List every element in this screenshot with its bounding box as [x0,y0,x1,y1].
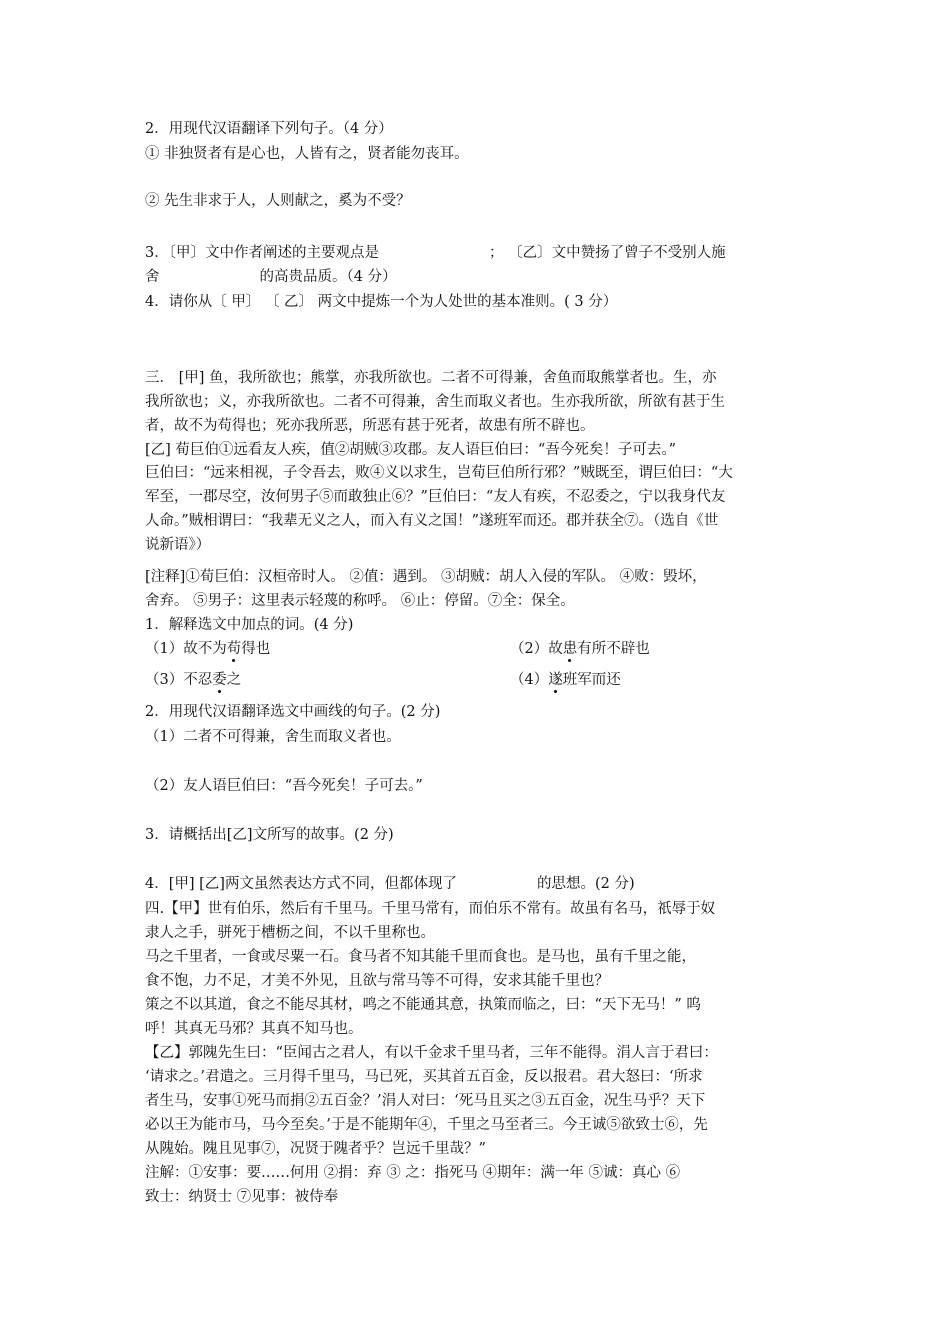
section-3-question-2-item-2: （2）友人语巨伯曰：“吾今死矣！子可去。” [145,778,423,794]
section-4-text-line: 马之千里者，一食或尽粟一石。食马者不知其能千里而食也。是马也，虽有千里之能， [145,949,696,965]
section-4-text-line: 食不饱，力不足，才美不外见，且欲与常马等不可得，安求其能千里也？ [145,973,609,989]
section-4-note-line: 致士：纳贤士 ⑦见事：被侍奉 [145,1189,339,1205]
question-1-item-4: （4）遂班军而还 [510,672,621,688]
section-4-text-line: 呼！其真无马邪？其真不知马也。 [145,1021,363,1037]
question-1-row [145,639,810,659]
section-4-text-line: 策之不以其道，食之不能尽其材，鸣之不能通其意，执策而临之，曰：“天下无马！” 呜 [145,997,701,1013]
question-2-title: 2．用现代汉语翻译下列句子。（4 分） [145,121,393,137]
section-3-note-line: 舍弃。 ⑤男子：这里表示轻蔑的称呼。 ⑥止：停留。⑦全：保全。 [145,593,575,609]
section-4-text-line: 者生马，安事①死马而捐②五百金？’涓人对曰：‘死马且买之③五百金，况生马乎？天下 [145,1093,706,1109]
question-2-sentence-2: ② 先生非求于人，人则献之，奚为不受？ [145,193,411,209]
section-3-text-line: 巨伯曰：“远来相视，子令吾去，败④义以求生，岂荀巨伯所行邪？”贼既至，谓巨伯曰：“大 [145,465,733,481]
section-3-question-2-item-1: （1）二者不可得兼，舍生而取义者也。 [145,729,401,745]
question-3-part-d: 的高贵品质。（4 分） [259,269,397,285]
question-1-item-3: （3）不忍委之 [145,672,242,688]
section-4-text-line: 四.【甲】世有伯乐，然后有千里马。千里马常有，而伯乐不常有。故虽有名马，祇辱于奴 [145,901,716,917]
question-2-sentence-1: ① 非独贤者有是心也，人皆有之，贤者能勿丧耳。 [145,146,469,162]
section-3-question-1: 1．解释选文中加点的词。(4 分) [145,617,354,633]
section-3-text-line: 者，故不为苟得也；死亦我所恶，所恶有甚于死者，故患有所不辟也。 [145,418,595,434]
section-3-note-line: [注释]①荀巨伯：汉桓帝时人。 ②值：遇到。 ③胡贼：胡人入侵的军队。 ④败：毁坏， [145,569,707,585]
emphasis-dot-char: 委 [212,672,227,688]
emphasis-dot-char: 遂 [548,672,563,688]
question-3-part-a: 3．〔甲〕文中作者阐述的主要观点是 [145,245,379,261]
emphasis-dot-char: 患 [562,641,578,657]
section-3-text-line: 说新语》） [145,537,211,553]
section-4-text-line: 隶人之手，骈死于槽枥之间，不以千里称也。 [145,925,435,941]
question-3-line-2 [145,267,397,287]
section-3-text-line: 军至，一郡尽空，汝何男子⑤而敢独止⑥？”巨伯曰：“友人有疾，不忍委之，宁以我身代友 [145,489,726,505]
section-4-text-line: 【乙】郭隗先生曰：“臣闻古之君人，有以千金求千里马者，三年不能得。涓人言于君曰： [145,1045,718,1061]
emphasis-dot-char: 苟 [226,641,242,657]
question-1-item-2: （2）故患有所不辟也 [510,641,650,657]
section-4-note-line: 注解：①安事：要……何用 ②捐：弃 ③ 之：指死马 ④期年：满一年 ⑤诚：真心 ⑥ [145,1165,681,1181]
section-3-text-line: 三． [甲] 鱼，我所欲也；熊掌，亦我所欲也。二者不可得兼，舍鱼而取熊掌者也。生，亦 [145,370,717,386]
section-4-text-line: ‘请求之。’君遣之。三月得千里马，马已死，买其首五百金，反以报君。君大怒曰：‘所求 [145,1069,703,1085]
section-4-text-line: 从隗始。隗且见事⑦，况贤于隗者乎？岂远千里哉？” [145,1141,486,1157]
section-4-text-line: 必以王为能市马，马今至矣。’于是不能期年④，千里之马至者三。今王诚⑤欲致士⑥，先 [145,1117,708,1133]
question-1-row [145,670,810,690]
question-3-part-c: 舍 [145,269,160,285]
section-3-text-line: [乙] 荀巨伯①远看友人疾，值②胡贼③攻郡。友人语巨伯曰：“吾今死矣！子可去。” [145,442,676,458]
section-3-text-line: 我所欲也；义，亦我所欲也。二者不可得兼，舍生而取义者也。生亦我所欲，所欲有甚于生 [145,394,725,410]
section-3-question-3: 3．请概括出[乙]文所写的故事。(2 分) [145,827,394,843]
section-3-question-2: 2．用现代汉语翻译选文中画线的句子。(2 分) [145,704,441,720]
section-3-question-4 [145,874,635,894]
question-3-line-1 [145,243,726,263]
section-3-text-line: 人命。”贼相谓曰：“我辈无义之人，而入有义之国！”遂班军而还。郡并获全⑦。（选自《世 [145,513,719,529]
question-4-title: 4．请你从〔 甲〕 〔 乙〕 两文中提炼一个为人处世的基本准则。( 3 分） [145,294,618,310]
question-4-part-a: 4．[甲] [乙]两文虽然表达方式不同，但都体现了 [145,876,457,892]
question-3-part-b: ； 〔乙〕文中赞扬了曾子不受别人施 [488,245,726,261]
question-4-part-b: 的思想。(2 分) [536,876,635,892]
question-1-item-1: （1）故不为苟得也 [145,641,271,657]
